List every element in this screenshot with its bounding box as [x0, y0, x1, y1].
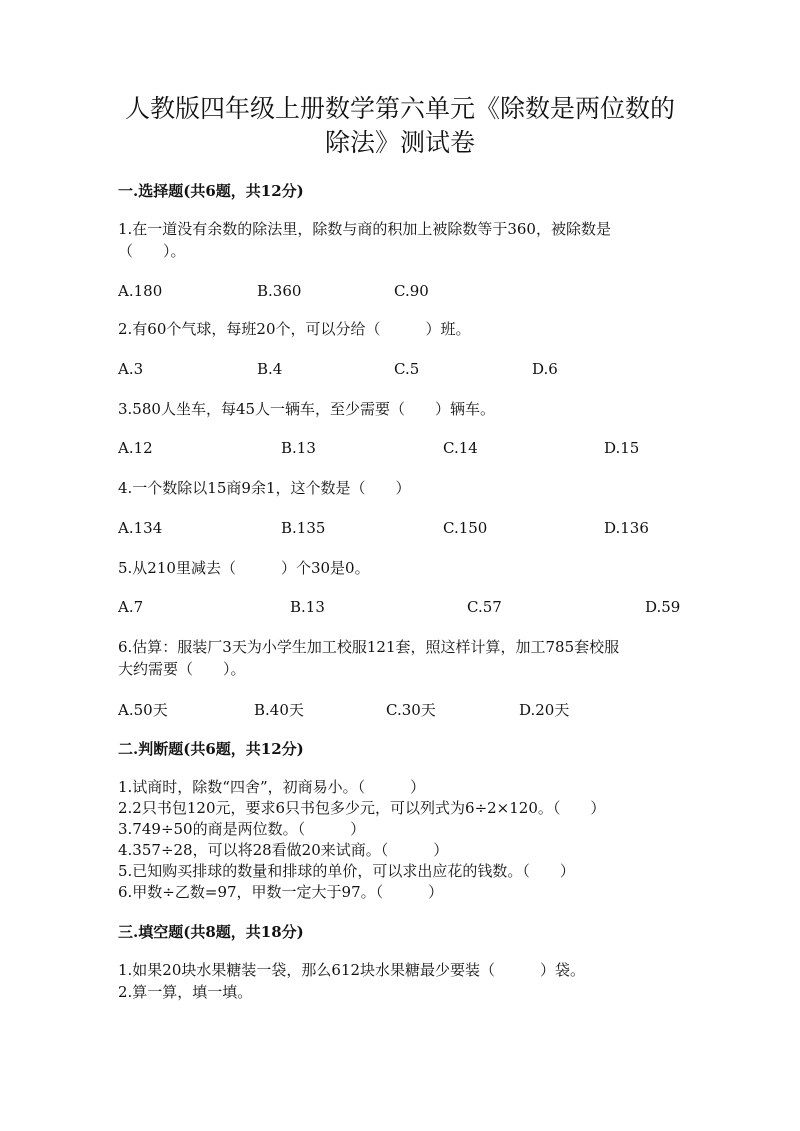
option-a[interactable]: A.180: [118, 282, 163, 300]
option-a[interactable]: A.134: [118, 519, 163, 537]
option-b[interactable]: B.13: [290, 598, 325, 616]
option-b[interactable]: B.40天: [254, 701, 304, 719]
fill-item: 1.如果20块水果糖装一袋，那么612块水果糖最少要装（ ）袋。: [118, 961, 586, 979]
question-stem-cont: （ ）。: [118, 242, 186, 260]
question-stem: 6.估算：服装厂3天为小学生加工校服121套，照这样计算，加工785套校服: [118, 638, 620, 656]
option-c[interactable]: C.5: [394, 360, 420, 378]
fill-item: 2.算一算，填一填。: [118, 983, 253, 1001]
question-stem-cont: 大约需要（ ）。: [118, 660, 246, 678]
question-stem: 1.在一道没有余数的除法里，除数与商的积加上被除数等于360，被除数是: [118, 220, 611, 238]
judgement-item: 3.749÷50的商是两位数。（ ）: [118, 820, 366, 838]
title-line-1: 人教版四年级上册数学第六单元《除数是两位数的: [124, 94, 675, 123]
option-a[interactable]: A.12: [118, 439, 153, 457]
option-c[interactable]: C.90: [394, 282, 429, 300]
question-stem: 4.一个数除以15商9余1，这个数是（ ）: [118, 479, 411, 497]
question-stem: 3.580人坐车，每45人一辆车，至少需要（ ）辆车。: [118, 400, 496, 418]
option-b[interactable]: B.135: [281, 519, 326, 537]
option-b[interactable]: B.4: [257, 360, 283, 378]
judgement-item: 4.357÷28，可以将28看做20来试商。（ ）: [118, 841, 449, 859]
judgement-item: 5.已知购买排球的数量和排球的单价，可以求出应花的钱数。（ ）: [118, 862, 575, 880]
document-title: [80, 92, 720, 160]
judgement-item: 2.2只书包120元，要求6只书包多少元，可以列式为6÷2×120。（ ）: [118, 799, 606, 817]
option-d[interactable]: D.20天: [519, 701, 570, 719]
option-c[interactable]: C.150: [443, 519, 488, 537]
option-c[interactable]: C.57: [467, 598, 502, 616]
judgement-item: 6.甲数÷乙数=97，甲数一定大于97。（ ）: [118, 883, 444, 901]
option-d[interactable]: D.59: [645, 598, 681, 616]
option-a[interactable]: A.50天: [118, 701, 168, 719]
option-b[interactable]: B.13: [281, 439, 316, 457]
question-stem: 2.有60个气球，每班20个，可以分给（ ）班。: [118, 320, 471, 338]
judgement-item: 1.试商时，除数“四舍”，初商易小。（ ）: [118, 778, 426, 796]
option-a[interactable]: A.3: [118, 360, 144, 378]
option-d[interactable]: D.136: [604, 519, 649, 537]
title-line-2: 除法》测试卷: [324, 128, 475, 157]
section-heading-fillblank: 三.填空题(共8题，共18分): [118, 923, 304, 941]
option-b[interactable]: B.360: [257, 282, 302, 300]
option-c[interactable]: C.14: [443, 439, 478, 457]
question-stem: 5.从210里减去（ ）个30是0。: [118, 559, 370, 577]
option-d[interactable]: D.15: [604, 439, 640, 457]
section-heading-choice: 一.选择题(共6题，共12分): [118, 182, 304, 200]
option-a[interactable]: A.7: [118, 598, 144, 616]
section-heading-truefalse: 二.判断题(共6题，共12分): [118, 740, 304, 758]
option-d[interactable]: D.6: [532, 360, 558, 378]
option-c[interactable]: C.30天: [386, 701, 436, 719]
